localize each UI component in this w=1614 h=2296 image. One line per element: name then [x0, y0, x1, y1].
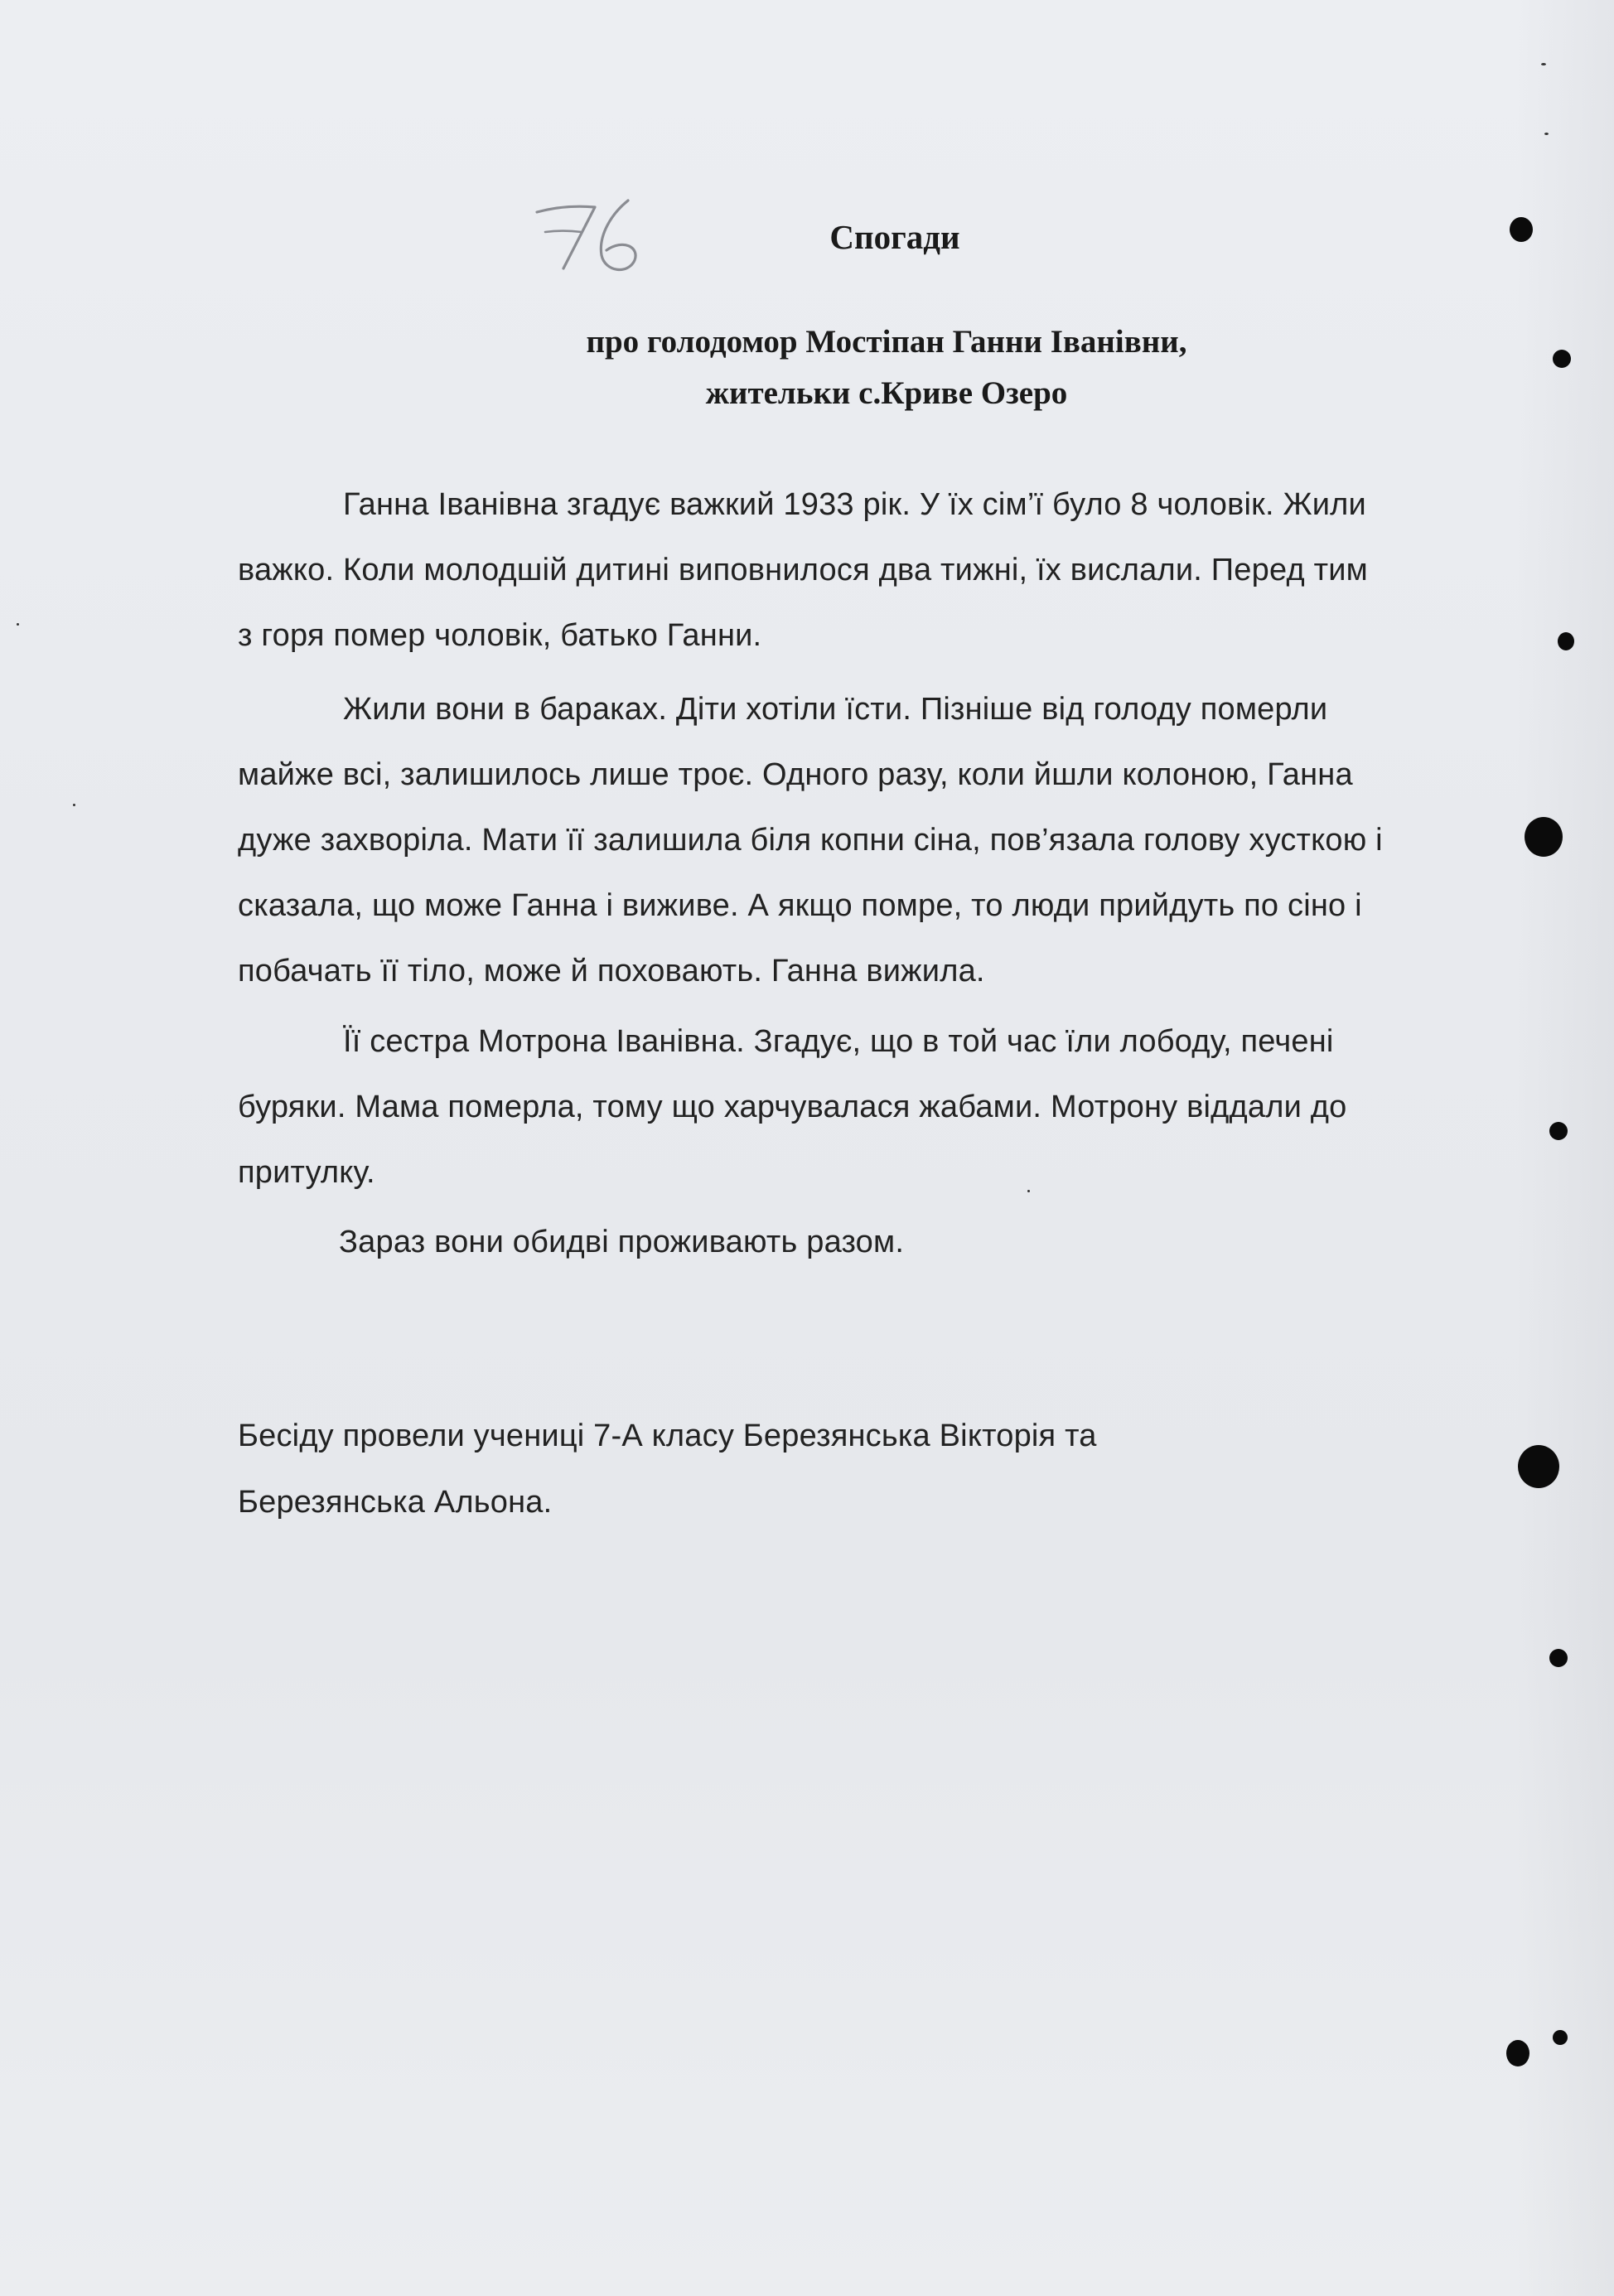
credit-line: Бесіду провели учениці 7-А класу Березянська Вікторія та — [238, 1419, 1097, 1453]
paragraph-line: Зараз вони обидві проживають разом. — [339, 1225, 905, 1259]
punch-hole — [1553, 2030, 1568, 2045]
punch-hole — [1549, 1649, 1568, 1667]
punch-hole — [1510, 217, 1533, 242]
subtitle-line: жительки с.Криве Озеро — [705, 375, 1068, 411]
document-title: Спогади — [829, 218, 960, 256]
credit-line: Березянська Альона. — [238, 1485, 553, 1520]
paragraph-line: дуже захворіла. Мати її залишила біля копни сіна, пов’язала голову хусткою і — [238, 823, 1383, 858]
paper-speck — [17, 623, 19, 626]
paper-speck — [73, 804, 75, 806]
paper-speck — [1544, 133, 1549, 135]
paper-speck — [1027, 1190, 1030, 1192]
subtitle-line: про голодомор Мостіпан Ганни Іванівни, — [586, 324, 1187, 360]
punch-hole — [1553, 350, 1571, 368]
punch-hole — [1518, 1445, 1559, 1488]
punch-hole — [1558, 632, 1574, 650]
punch-hole — [1506, 2040, 1529, 2066]
paragraph-line: буряки. Мама померла, тому що харчувалася жабами. Мотрону віддали до — [238, 1090, 1347, 1124]
paragraph-line: майже всі, залишилось лише троє. Одного разу, коли йшли колоною, Ганна — [238, 757, 1353, 792]
paragraph-line: з горя помер чоловік, батько Ганни. — [238, 618, 762, 653]
paragraph-line: притулку. — [238, 1155, 375, 1190]
paragraph-line: Жили вони в бараках. Діти хотіли їсти. Пізніше від голоду померли — [343, 692, 1328, 727]
document-subtitle — [464, 317, 1309, 419]
punch-hole — [1525, 817, 1563, 857]
paper-speck — [1541, 63, 1546, 65]
paragraph-line: побачать її тіло, може й поховають. Ганна вижила. — [238, 954, 985, 988]
paragraph-line: сказала, що може Ганна і виживе. А якщо помре, то люди прийдуть по сіно і — [238, 888, 1362, 923]
paragraph-line: Ганна Іванівна згадує важкий 1933 рік. У їх сім’ї було 8 чоловік. Жили — [343, 487, 1366, 522]
paragraph-line: важко. Коли молодшій дитині виповнилося два тижні, їх вислали. Перед тим — [238, 553, 1368, 587]
punch-hole — [1549, 1122, 1568, 1140]
paragraph-line: Її сестра Мотрона Іванівна. Згадує, що в той час їли лободу, печені — [343, 1024, 1334, 1059]
page-edge-shadow — [1515, 0, 1614, 2296]
